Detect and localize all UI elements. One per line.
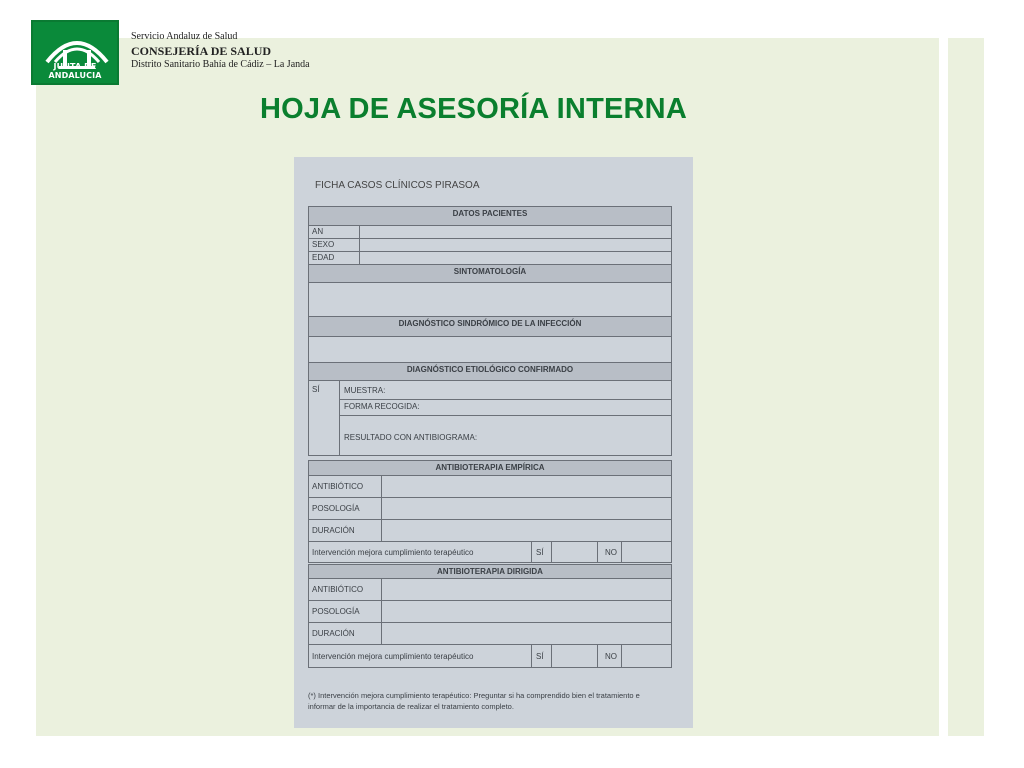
datos-header: DATOS PACIENTES	[308, 206, 672, 225]
dirigida-table	[308, 564, 672, 668]
empirica-antibiotico-row	[308, 475, 672, 497]
diag-sindromico-header: DIAGNÓSTICO SINDRÓMICO DE LA INFECCIÓN	[308, 316, 672, 336]
diag-etiologico-header: DIAGNÓSTICO ETIOLÓGICO CONFIRMADO	[308, 362, 672, 380]
empirica-duracion-row	[308, 519, 672, 541]
label-intervencion-dirigida: Intervención mejora cumplimiento terapéutico	[312, 652, 474, 661]
label-si-dirigida: SÍ	[536, 652, 544, 661]
label-posologia-dirigida: POSOLOGÍA	[312, 607, 360, 616]
label-resultado: RESULTADO CON ANTIBIOGRAMA:	[344, 433, 478, 442]
label-antibiotico: ANTIBIÓTICO	[312, 482, 364, 491]
datos-table	[308, 206, 672, 456]
empirica-posologia-row	[308, 497, 672, 519]
label-duracion-dirigida: DURACIÓN	[312, 629, 355, 638]
sintomatologia-box	[308, 282, 672, 316]
form-footnote: (*) Intervención mejora cumplimiento terapéutico: Preguntar si ha comprendido bien el tratamiento e informar de la importancia de realizar el tratamiento completo.	[308, 691, 640, 711]
diag-etiologico-box	[308, 380, 672, 456]
row-an	[308, 225, 672, 238]
label-antibiotico-dirigida: ANTIBIÓTICO	[312, 585, 364, 594]
label-intervencion: Intervención mejora cumplimiento terapéutico	[312, 548, 474, 557]
label-muestra: MUESTRA:	[344, 386, 386, 395]
org-line-3: Distrito Sanitario Bahía de Cádiz – La Janda	[131, 59, 310, 70]
row-sexo	[308, 238, 672, 251]
form-title: FICHA CASOS CLÍNICOS PIRASOA	[315, 180, 480, 191]
dirigida-duracion-row	[308, 622, 672, 644]
row-edad	[308, 251, 672, 264]
diag-sindromico-box	[308, 336, 672, 362]
label-si: SÍ	[312, 385, 320, 394]
dirigida-header: ANTIBIOTERAPIA DIRIGIDA	[308, 564, 672, 578]
empirica-intervencion-row	[308, 541, 672, 563]
label-posologia: POSOLOGÍA	[312, 504, 360, 513]
label-forma-recogida: FORMA RECOGIDA:	[344, 402, 420, 411]
label-sexo: SEXO	[312, 240, 335, 249]
label-duracion: DURACIÓN	[312, 526, 355, 535]
page-title: HOJA DE ASESORÍA INTERNA	[260, 93, 687, 125]
org-line-2: CONSEJERÍA DE SALUD	[131, 44, 272, 58]
sintomatologia-header: SINTOMATOLOGÍA	[308, 264, 672, 282]
label-si-empirica: SÍ	[536, 548, 544, 557]
empirica-table	[308, 460, 672, 563]
logo-text: JUNTA DE ANDALUCIA	[48, 62, 102, 80]
org-line-1: Servicio Andaluz de Salud	[131, 31, 238, 42]
label-edad: EDAD	[312, 253, 335, 262]
empirica-header: ANTIBIOTERAPIA EMPÍRICA	[308, 460, 672, 475]
label-an: AN	[312, 227, 324, 236]
dirigida-antibiotico-row	[308, 578, 672, 600]
dirigida-intervencion-row	[308, 644, 672, 668]
label-no-dirigida: NO	[605, 652, 617, 661]
dirigida-posologia-row	[308, 600, 672, 622]
label-no-empirica: NO	[605, 548, 617, 557]
background-strip	[948, 38, 984, 736]
org-block	[131, 31, 310, 71]
junta-andalucia-logo	[31, 20, 119, 85]
